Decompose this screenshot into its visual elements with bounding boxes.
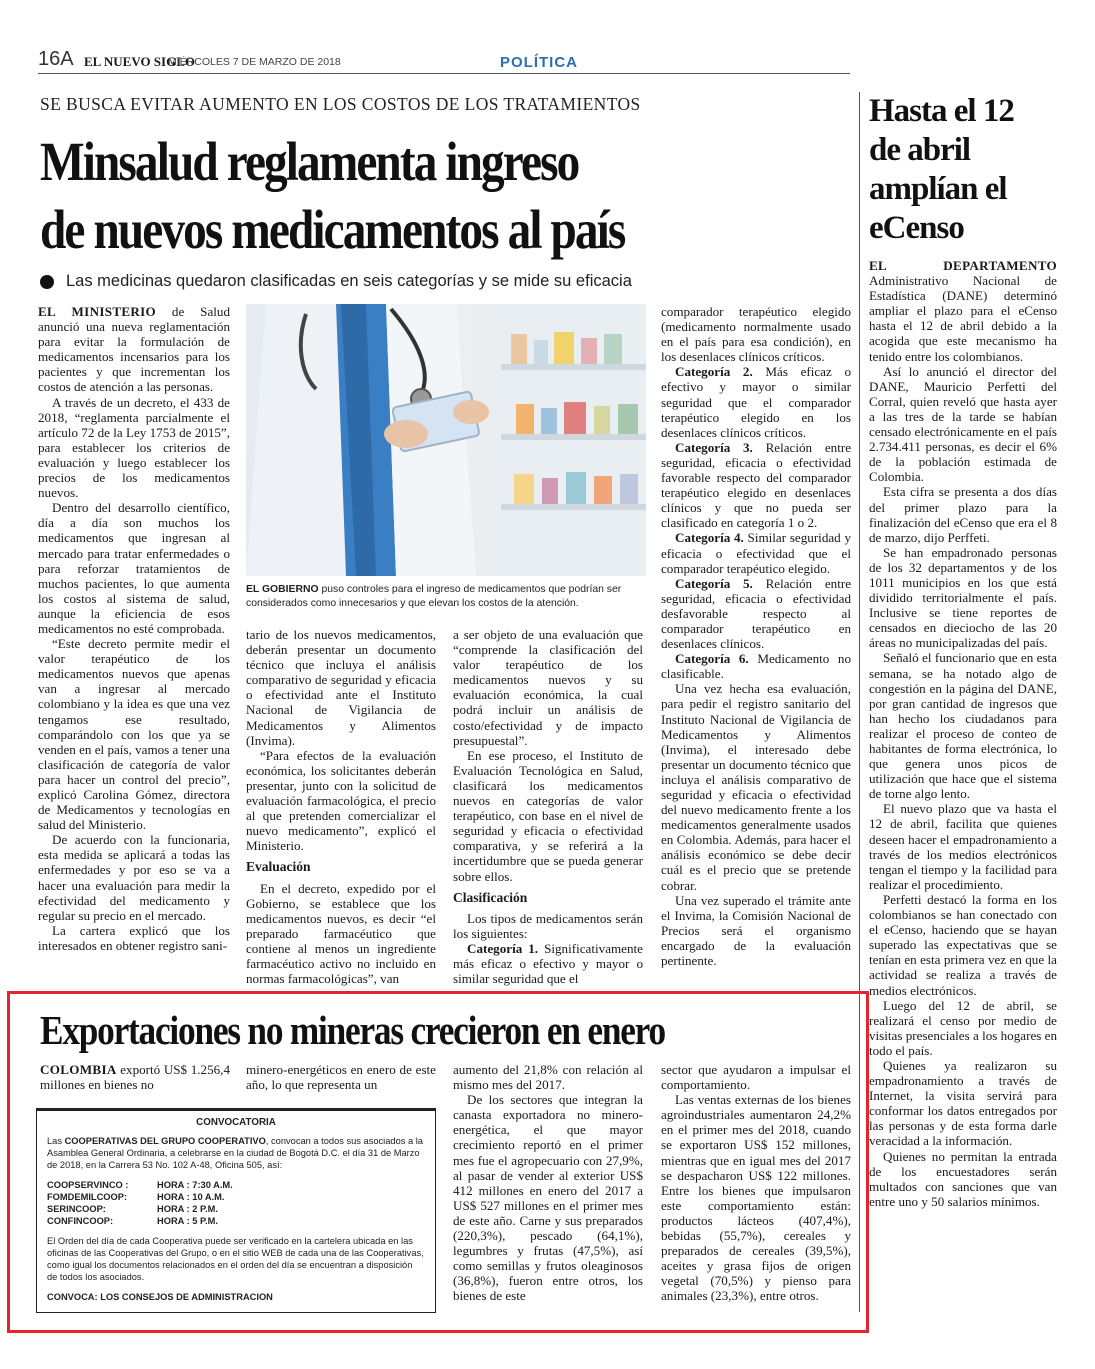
notice-schedule <box>47 1179 425 1227</box>
issue-date: MIÉRCOLES 7 DE MARZO DE 2018 <box>168 56 341 68</box>
body-paragraph: Una vez superado el trámite ante el Invima, la Comisión Nacional de Precios será el organismo encargado de la evaluación pertinente. <box>661 892 851 969</box>
body-paragraph: Señaló el funcionario que en esta semana, se ha notado algo de congestión en la página del DANE, por gran cantidad de ingresos que han hecho los ciudadanos para realizar el proceso de conteo de habitantes de forma electrónica, lo que genera unos picos de utilización que hace que el sistema de torne algo lento. <box>869 650 1057 802</box>
convocatoria-notice <box>36 1108 436 1313</box>
body-text: exportó US$ 1.256,4 millones en bienes no <box>40 1062 230 1093</box>
notice-intro-bold: COOPERATIVAS DEL GRUPO COOPERATIVO <box>64 1136 266 1146</box>
category-text: Relación entre seguridad, eficacia o efectividad desfavorable respecto al comparador terapéutico en desenlaces clínicos. <box>661 575 852 652</box>
body-paragraph: Esta cifra se presenta a dos días del primer plazo para la finalización del eCenso que era el 8 de marzo, dijo Perffeti. <box>869 484 1057 545</box>
category-text: Medicamento no clasificable. <box>661 651 852 682</box>
body-paragraph: A través de un decreto, el 433 de 2018, “reglamenta parcialmente el artículo 72 de la Ley 1753 de 2015”, para establecer los criterios de evaluación y luego establecer los precios de los medicamentos nuevos. <box>38 394 230 501</box>
body-paragraph: Se han empadronado personas de los 32 departamentos y de los 1011 municipios en los que está dividido territorialmente el país. Inclusive se tiene reportes de censados en dieciocho de las 20 áreas no municipalizadas del país. <box>869 544 1057 651</box>
doctor-photo <box>246 304 646 576</box>
kicker: SE BUSCA EVITAR AUMENTO EN LOS COSTOS DE LOS TRATAMIENTOS <box>40 94 641 114</box>
notice-title: CONVOCATORIA <box>196 1117 276 1128</box>
lead-word: EL DEPARTAMENTO <box>869 258 1057 273</box>
notice-signature: CONVOCA: LOS CONSEJOS DE ADMINISTRACION <box>47 1292 273 1302</box>
schedule-row <box>47 1215 425 1227</box>
category-label: Categoría 2. <box>675 364 753 380</box>
notice-footer-text: El Orden del día de cada Cooperativa puede ser verificado en la cartelera ubicada en las oficinas de las Cooperativas del Grupo, o en el sitio WEB de cada una de las Cooperativas, como igual los documentos relacionados en el orden del día se encuentran a disposición de todos los asociados. <box>47 1236 424 1282</box>
category-label: Categoría 3. <box>675 439 753 455</box>
caption-lead: EL GOBIERNO <box>246 584 319 595</box>
exports-headline: Exportaciones no mineras crecieron en enero <box>40 1007 665 1053</box>
page-number: 16A <box>38 48 74 70</box>
body-paragraph: Dentro del desarrollo científico, día a día son muchos los medicamentos que ingresan al mercado para tratar enfermedades o para reforzar tratamientos de muchos pacientes, lo que aumenta los costos al sistema de salud, aunque la eficiencia de esos medicamentos no esté comprobada. <box>38 500 230 636</box>
schedule-coop: SERINCOOP: <box>47 1204 106 1214</box>
section-label: POLÍTICA <box>500 54 578 71</box>
body-paragraph: Quienes no permitan la entrada de los encuestadores serán multados con sanciones que van entre uno y 50 salarios mínimos. <box>869 1148 1057 1209</box>
paper-name: EL NUEVO SIGLO <box>84 54 195 69</box>
exports-column-1 <box>40 1062 230 1092</box>
schedule-time: HORA : 2 P.M. <box>157 1204 218 1214</box>
body-paragraph: “Este decreto permite medir el valor terapéutico de los medicamentos nuevos que apenas van a ingresar al mercado colombiano y la idea es que una vez tengamos ese resultado, comparándolo con los que ya se venden en el país, vamos a tener una clasificación de categoría de valor para hacer un control del precio”, explicó Carolina Gómez, directora de Medicamentos y tecnologías en salud del Ministerio. <box>38 636 230 833</box>
category-text: Similar seguridad y eficacia o efectividad que el comparador terapéutico elegido. <box>661 530 851 576</box>
body-paragraph: En el decreto, expedido por el Gobierno, se establece que los medicamentos nuevos, es decir “el preparado farmacéutico que contiene al menos un ingrediente farmacéutico activo no incluido en normas farmacológicas”, van <box>246 880 436 987</box>
main-column-3 <box>453 627 643 985</box>
schedule-row <box>47 1203 425 1215</box>
body-paragraph: En ese proceso, el Instituto de Evaluación Tecnológica en Salud, clasificará los medicamentos nuevos en categorías de valor terapéutico, con base en el nivel de seguridad y eficacia o efectividad comparativa, y se referirá a la incertidumbre que se pueda generar sobre ellos. <box>453 747 643 884</box>
deck: Las medicinas quedaron clasificadas en seis categorías y se mide su eficacia <box>66 272 632 290</box>
exports-column-2 <box>246 1062 436 1092</box>
schedule-coop: CONFINCOOP: <box>47 1216 114 1226</box>
main-column-4 <box>661 304 851 984</box>
headline-line-1: Minsalud reglamenta ingreso <box>40 131 579 192</box>
main-column-1 <box>38 304 230 984</box>
subhead-clasificacion: Clasificación <box>453 889 528 905</box>
exports-column-4 <box>661 1062 851 1320</box>
body-paragraph: Las ventas externas de los bienes agroindustriales aumentaron 24,2% en el primer mes del 2018, cuando se exportaron US$ 152 millones, mientras que en igual mes del 2017 se despacharon US$ 122 millones. Entre los bienes que impulsaron este comportamiento están: productos lácteos (407,4%), bebidas (55,7%), cereales y preparados de cereales (39,5%), aceites y grasa fijos de origen vegetal (70,5%) y pienso para animales (23,3%), entre otros. <box>661 1092 851 1304</box>
category-text: Relación entre seguridad, eficacia o efectividad favorable respecto del comparador terapéutico elegido en desenlaces clínicos y que no pueda ser clasificado en categoría 1 o 2. <box>661 439 852 531</box>
category-text: Más eficaz o efectivo y mayor o similar seguridad que el comparador terapéutico elegido en los desenlaces clínicos críticos. <box>661 364 851 440</box>
caption-text: puso controles para el ingreso de medicamentos que podrían ser considerados como innecesarios y que elevan los costos de la atención. <box>246 584 622 609</box>
body-paragraph: La cartera explicó que los interesados en obtener registro sani- <box>38 922 230 953</box>
schedule-coop: COOPSERVINCO : <box>47 1180 129 1190</box>
body-paragraph: De acuerdo con la funcionaria, esta medida se aplicará a todas las enfermedades y por eso se va a hacer una evaluación para medir la efectividad del medicamento y regular su precio en el mercado. <box>38 832 230 923</box>
category-label: Categoría 6. <box>675 651 749 667</box>
body-paragraph: El nuevo plazo que va hasta el 12 de abril, facilita que quienes deseen hacer el empadronamiento a través de los medios electrónicos tengan el tiempo y la facilidad para realizar el procedimiento. <box>869 801 1057 892</box>
deck-bullet-icon <box>40 275 54 289</box>
lead-word: COLOMBIA <box>40 1062 117 1077</box>
body-text: de Salud anunció una nueva reglamentación para evitar la formulación de medicamentos incensarios para los pacientes y que incrementan los costos de atención a las personas. <box>38 304 230 395</box>
schedule-row <box>47 1179 425 1191</box>
body-paragraph: aumento del 21,8% con relación al mismo mes del 2017. <box>453 1062 643 1093</box>
schedule-time: HORA : 10 A.M. <box>157 1192 225 1202</box>
notice-intro <box>47 1135 425 1171</box>
body-text: Administrativo Nacional de Estadística (DANE) determinó ampliar el plazo para el eCenso hasta el 12 de abril debido a la acogida que este mecanismo ha tenido entre los colombianos. <box>869 273 1057 364</box>
schedule-row <box>47 1191 425 1203</box>
headline-line-2: de nuevos medicamentos al país <box>40 199 625 260</box>
photo-caption <box>246 583 646 611</box>
body-paragraph: minero-energéticos en enero de este año, lo que representa un <box>246 1062 436 1093</box>
lead-word: EL MINISTERIO <box>38 304 157 319</box>
body-paragraph: Los tipos de medicamentos serán los siguientes: <box>453 910 643 941</box>
body-paragraph: Una vez hecha esa evaluación, para pedir el registro sanitario del Instituto Nacional de Vigilancia de Medicamentos y Alimentos (Invima), el interesado debe presentar un documento técnico que incluya el análisis comparativo de seguridad y eficacia o efectividad del nuevo medicamento frente a los medicamentos generalmente usados en Colombia. Además, para hacer el análisis económico se debe decir cuál es el precio que se pretende cobrar. <box>661 681 851 893</box>
body-paragraph: comparador terapéutico elegido (medicamento normalmente usado en el país para esa condición), en los desenlaces clínicos críticos. <box>661 304 851 365</box>
body-paragraph: Quienes ya realizaron su empadronamiento a través de Internet, la visita servirá para conformar los datos entregados por las personas y de esta forma darle veracidad a la información. <box>869 1057 1057 1149</box>
body-paragraph: a ser objeto de una evaluación que “comprende la clasificación del valor terapéutico de los medicamentos nuevos y su evaluación económica, la cual podrá incluir un análisis de costo/efectividad y de impacto presupuestal”. <box>453 627 643 748</box>
body-paragraph: Así lo anunció el director del DANE, Mauricio Perfetti del Corral, quien reveló que hasta ayer a las tres de la tarde se habían censado electrónicamente en el país 2.734.411 personas, es decir el 6% de la población estimada de Colombia. <box>869 363 1057 485</box>
sidebar-headline: Hasta el 12 de abril amplían el eCenso <box>869 93 1014 246</box>
schedule-coop: FOMDEMILCOOP: <box>47 1192 128 1202</box>
notice-intro-pre: Las <box>47 1136 65 1146</box>
notice-intro-post: , convocan a todos sus asociados a la Asamblea General Ordinaria, a celebrarse en la ciudad de Bogotá D.C. el día 31 de Marzo de 2018, en la Carrera 53 No. 102 A-48, Oficina 505, así: <box>47 1136 423 1170</box>
body-paragraph: tario de los nuevos medicamentos, deberán presentar un documento técnico que incluya el análisis comparativo de seguridad y eficacia o efectividad ante el Instituto Nacional de Vigilancia de Medicamentos y Alimentos (Invima). <box>246 627 436 748</box>
category-label: Categoría 4. <box>675 530 744 546</box>
body-paragraph: De los sectores que integran la canasta exportadora no minero-energética, el que mayor crecimiento reportó en el primer mes fue el agropecuario con 27,9%, al pasar de vender al exterior US$ 412 millones en enero del 2017 a US$ 527 millones en el primer mes de este año. Carne y sus preparados (220,3%), pescado (64,1%), legumbres y frutas (47,5%), así como semillas y frutos oleaginosos (36,8%), fueron entre otros, los bienes de este <box>453 1092 643 1304</box>
body-paragraph: sector que ayudaron a impulsar el comportamiento. <box>661 1062 851 1093</box>
exports-column-3 <box>453 1062 643 1320</box>
schedule-time: HORA : 7:30 A.M. <box>157 1180 233 1190</box>
category-text: Significativamente más eficaz o efectivo y mayor o similar seguridad que el <box>453 940 643 987</box>
body-paragraph: “Para efectos de la evaluación económica, los solicitantes deberán presentar, junto con la solicitud de evaluación farmacológica, el precio al que pretenden comercializar el nuevo medicamento”, explicó el Ministerio. <box>246 747 436 854</box>
category-label: Categoría 1. <box>467 940 539 956</box>
subhead-evaluacion: Evaluación <box>246 859 311 875</box>
main-column-2 <box>246 627 436 985</box>
sidebar-body <box>869 258 1057 1318</box>
body-paragraph: Luego del 12 de abril, se realizará el censo por medio de visitas presenciales a los hogares en todo el país. <box>869 997 1057 1058</box>
header-rule <box>38 73 850 74</box>
body-paragraph: Perfetti destacó la forma en los colombianos se han conectado con el eCenso, haciendo que se hayan superado las expectativas que se tenían en esta primera vez en que la actividad se realiza a través de medios electrónicos. <box>869 891 1057 998</box>
schedule-time: HORA : 5 P.M. <box>157 1216 218 1226</box>
category-label: Categoría 5. <box>675 575 753 591</box>
